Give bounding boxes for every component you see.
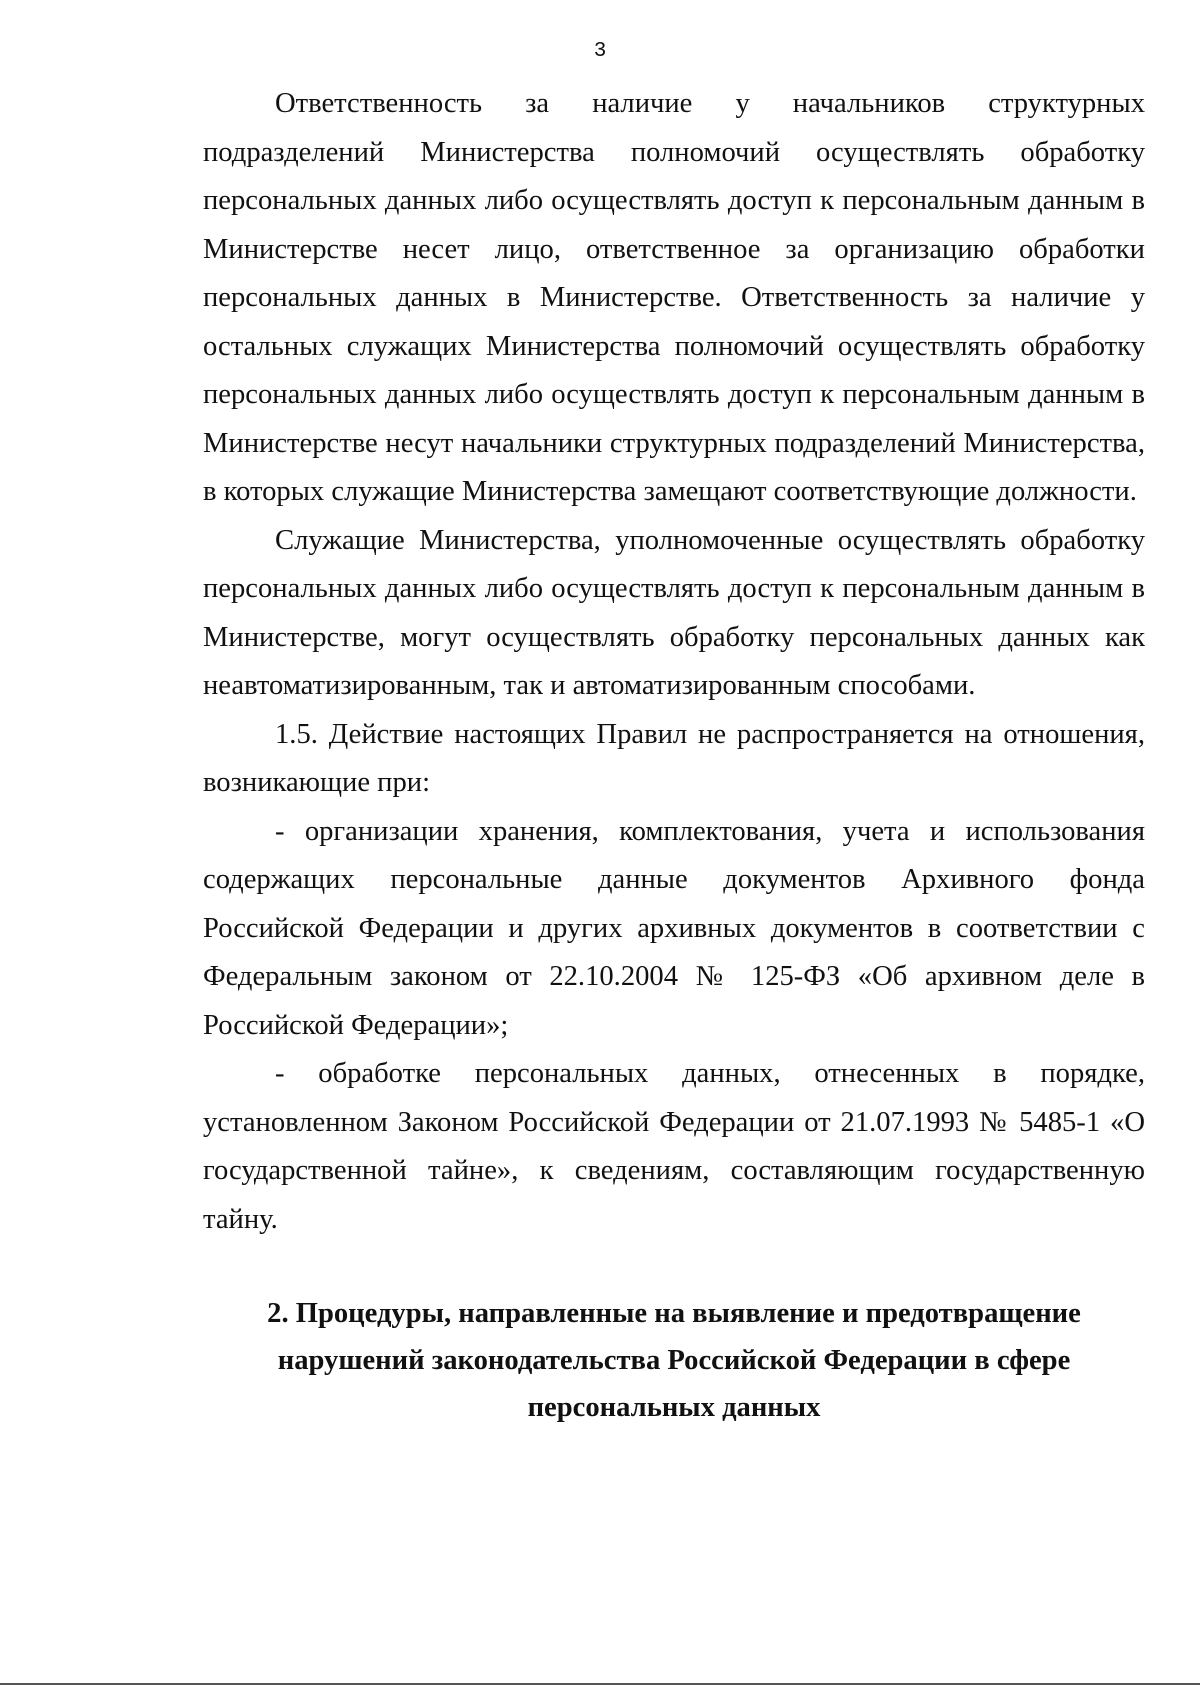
section-heading-line-3: персональных данных bbox=[527, 1392, 821, 1423]
section-heading-line-2: нарушений законодательства Российской Федерации в сфере bbox=[277, 1345, 1071, 1376]
paragraph-employees-processing: Служащие Министерства, уполномоченные осуществлять обработку персональных данных либо осуществлять доступ к персональным данным в Министерстве, могут осуществлять обработку персональных данных как неавтоматизированным, так и автоматизированным способами. bbox=[203, 524, 1145, 701]
page-number: 3 bbox=[593, 40, 607, 63]
document-body bbox=[203, 80, 1145, 1244]
paragraph-responsibility: Ответственность за наличие у начальников структурных подразделений Министерства полномочий осуществлять обработку персональных данных либо осуществлять доступ к персональным данным в Министерстве несет лицо, ответственное за организацию обработки персональных данных в Министерстве. Ответственность за наличие у остальных служащих Министерства полномочий осуществлять обработку персональных данных либо осуществлять доступ к персональным данным в Министерстве несут начальники структурных подразделений Министерства, в которых служащие Министерства замещают соответствующие должности. bbox=[203, 88, 1145, 507]
list-item-archive: - организации хранения, комплектования, учета и использования содержащих персональные данные документов Архивного фонда Российской Федерации и других архивных документов в соответствии с Федеральным законом от 22.10.2004 № 125-ФЗ «Об архивном деле в Российской Федерации»; bbox=[203, 815, 1145, 1041]
list-item-state-secret: - обработке персональных данных, отнесенных в порядке, установленном Законом Российской Федерации от 21.07.1993 № 5485-1 «О государственной тайне», к сведениям, составляющим государственную тайну. bbox=[203, 1058, 1145, 1235]
paragraph-rules-scope: 1.5. Действие настоящих Правил не распространяется на отношения, возникающие при: bbox=[203, 718, 1145, 798]
section-heading bbox=[203, 1290, 1145, 1431]
section-heading-line-1: 2. Процедуры, направленные на выявление и предотвращение bbox=[267, 1298, 1081, 1329]
page-bottom-edge bbox=[0, 1683, 1200, 1685]
